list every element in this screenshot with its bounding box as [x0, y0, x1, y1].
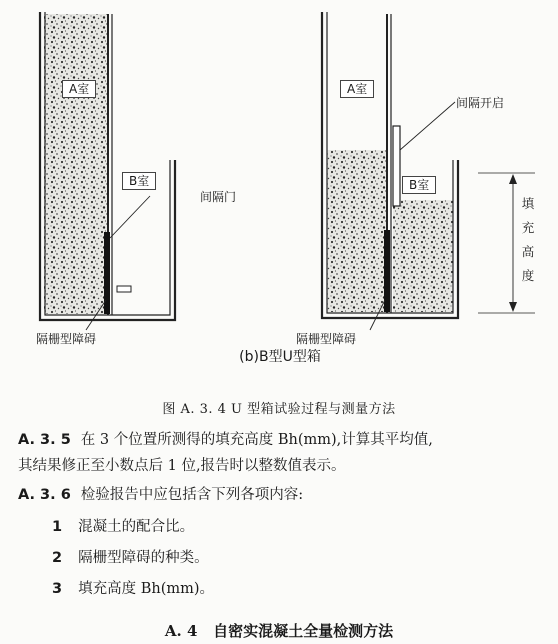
left-chamber-b-label: B室 — [122, 172, 156, 190]
left-barrier-label: 隔栅型障碍 — [36, 332, 97, 346]
section-heading — [0, 620, 558, 641]
paragraph-a36 — [18, 484, 303, 506]
list-item — [52, 577, 214, 598]
right-chamber-a-label: A室 — [340, 80, 374, 98]
list-item-number: 2 — [52, 550, 63, 566]
right-u-box — [322, 12, 535, 330]
right-gate-open — [393, 126, 400, 206]
paragraph-text: 在 3 个位置所测得的填充高度 Bh(mm),计算其平均值, — [80, 432, 433, 448]
list-item — [52, 515, 194, 536]
list-item-text: 填充高度 Bh(mm)。 — [78, 581, 215, 597]
fill-height-label: 填充高度 — [521, 196, 535, 283]
list-item-number: 1 — [52, 519, 63, 535]
figure-caption: 图 A. 3. 4 U 型箱试验过程与测量方法 — [162, 402, 396, 417]
left-u-box — [40, 12, 175, 330]
paragraph-a35-cont: 其结果修正至小数点后 1 位,报告时以整数值表示。 — [18, 458, 346, 474]
right-barrier — [384, 230, 390, 312]
paragraph-a35 — [18, 429, 433, 451]
list-item-number: 3 — [52, 581, 63, 597]
clause-number: A. 3. 5 — [18, 432, 71, 448]
list-item — [52, 546, 209, 567]
left-gate-label: 间隔门 — [200, 190, 237, 204]
right-chamber-b-label: B室 — [402, 176, 436, 194]
right-gate-label: 间隔开启 — [456, 96, 505, 110]
section-title: 自密实混凝土全量检测方法 — [213, 622, 394, 640]
paragraph-text: 检验报告中应包括含下列各项内容: — [80, 487, 304, 503]
right-barrier-label: 隔栅型障碍 — [296, 332, 357, 346]
figure-subcaption: (b)B型U型箱 — [239, 349, 321, 365]
clause-number: A. 3. 6 — [18, 487, 71, 503]
left-chamber-a-label: A室 — [62, 80, 96, 98]
section-number: A. 4 — [164, 622, 198, 640]
list-item-text: 混凝土的配合比。 — [78, 519, 195, 535]
list-item-text: 隔栅型障碍的种类。 — [78, 550, 209, 566]
